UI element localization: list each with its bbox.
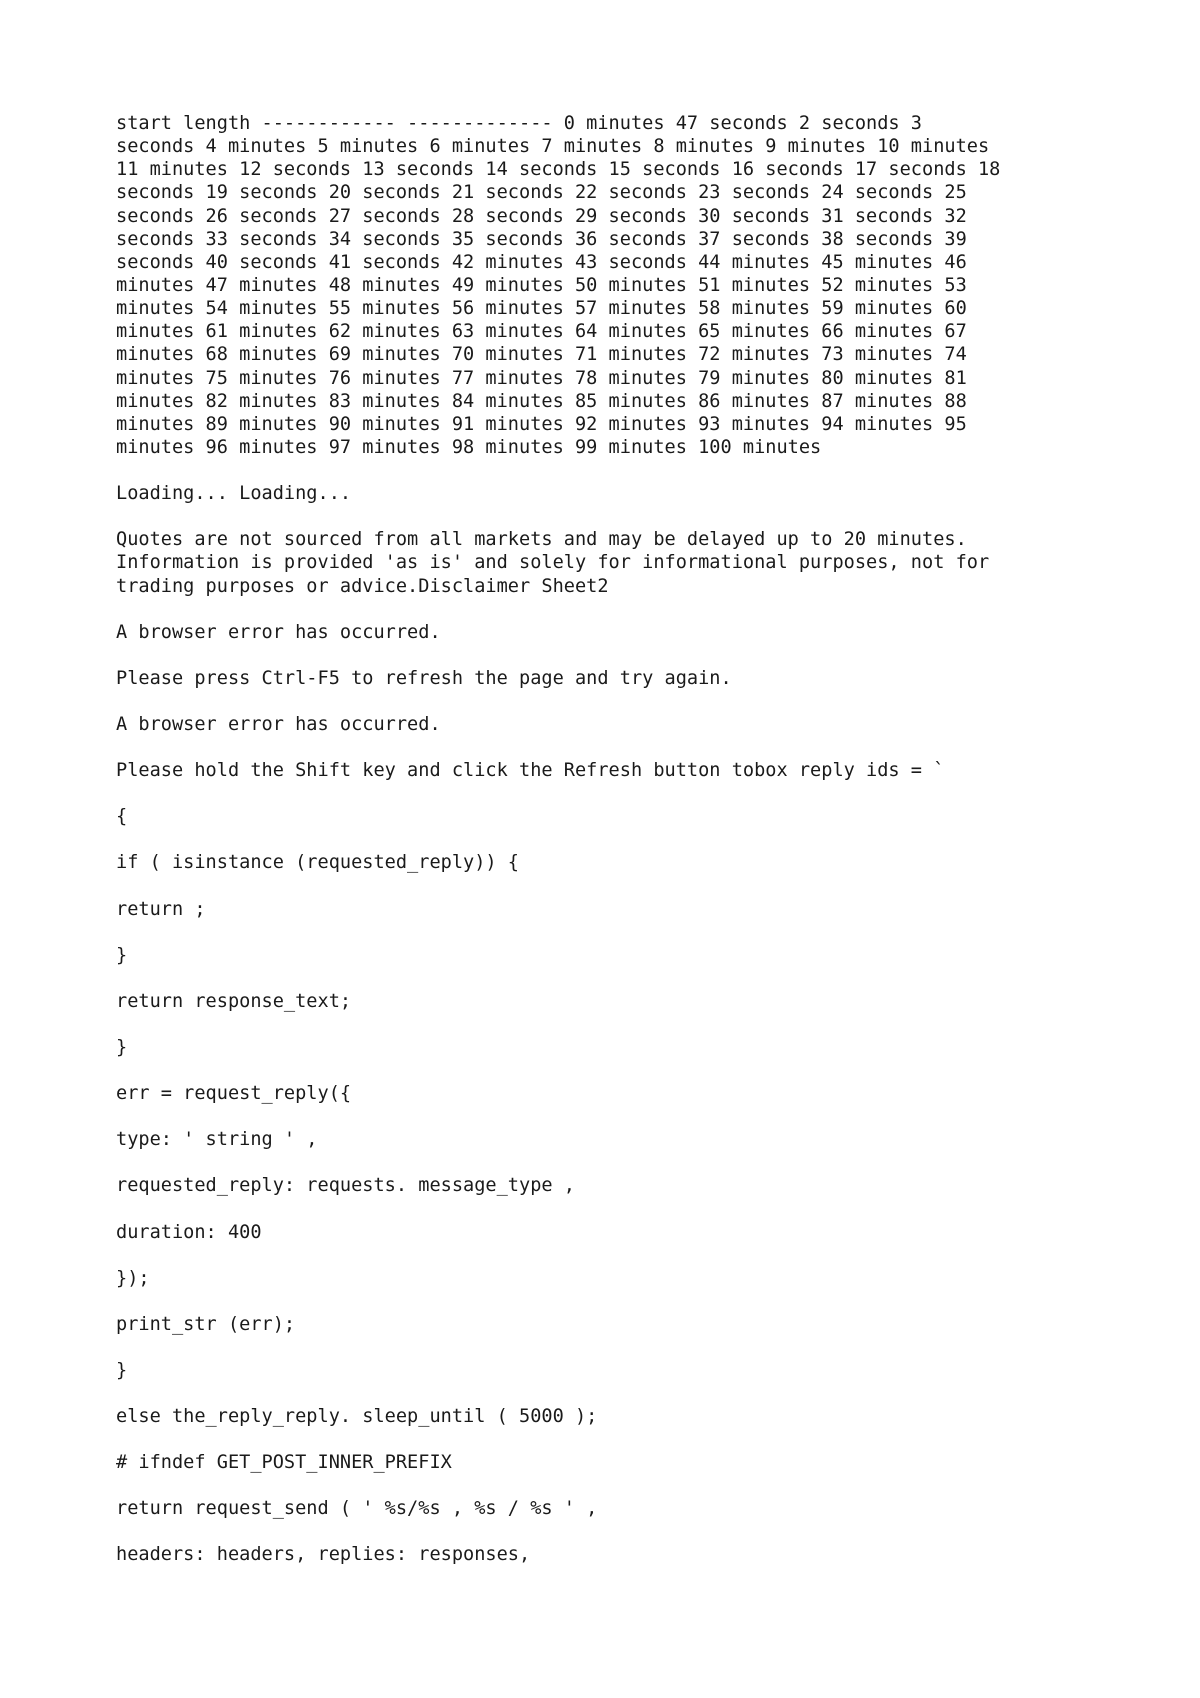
text-line: minutes 82 minutes 83 minutes 84 minutes 85 minutes 86 minutes 87 minutes 88 [116,390,967,412]
code-line: if ( isinstance (requested_reply)) { [116,852,519,874]
code-line: } [116,1036,128,1058]
loading-text: Loading... Loading... [116,483,352,505]
text-line: start length ------------ ------------- 0 minutes 47 seconds 2 seconds 3 [116,113,922,134]
text-line: minutes 47 minutes 48 minutes 49 minutes 50 minutes 51 minutes 52 minutes 53 [116,274,967,296]
text-line: trading purposes or advice.Disclaimer Sheet2 [116,575,609,597]
text-line: minutes 89 minutes 90 minutes 91 minutes 92 minutes 93 minutes 94 minutes 95 [116,413,967,435]
text-line: minutes 61 minutes 62 minutes 63 minutes 64 minutes 65 minutes 66 minutes 67 [116,321,967,343]
refresh-hint: Please hold the Shift key and click the Refresh button tobox reply ids = ` [116,760,945,782]
text-line: minutes 96 minutes 97 minutes 98 minutes 99 minutes 100 minutes [116,436,822,458]
code-line: } [116,944,128,966]
code-line: requested_reply: requests. message_type , [116,1175,575,1197]
code-line: duration: 400 [116,1221,262,1243]
code-line: print_str (err); [116,1313,296,1335]
text-line: Quotes are not sourced from all markets and may be delayed up to 20 minutes. [116,529,967,551]
code-line: else the_reply_reply. sleep_until ( 5000 ); [116,1406,598,1428]
text-line: minutes 68 minutes 69 minutes 70 minutes 71 minutes 72 minutes 73 minutes 74 [116,344,967,366]
code-line: # ifndef GET_POST_INNER_PREFIX [116,1452,452,1474]
code-line: return response_text; [116,990,352,1012]
error-message: A browser error has occurred. [116,713,441,735]
text-line: minutes 54 minutes 55 minutes 56 minutes 57 minutes 58 minutes 59 minutes 60 [116,298,967,320]
text-line: seconds 4 minutes 5 minutes 6 minutes 7 minutes 8 minutes 9 minutes 10 minutes [116,136,990,158]
code-line: }); [116,1267,150,1289]
code-line: return ; [116,898,206,920]
disclaimer-text [116,528,1126,597]
code-line: headers: headers, replies: responses, [116,1544,531,1566]
text-line: 11 minutes 12 seconds 13 seconds 14 seconds 15 seconds 16 seconds 17 seconds 18 [116,159,1001,181]
code-line: { [116,806,128,828]
text-line: minutes 75 minutes 76 minutes 77 minutes 78 minutes 79 minutes 80 minutes 81 [116,367,967,389]
text-line: seconds 33 seconds 34 seconds 35 seconds 36 seconds 37 seconds 38 seconds 39 [116,228,967,250]
code-line: type: ' string ' , [116,1129,318,1151]
duration-options-text [116,112,1126,459]
refresh-hint: Please press Ctrl-F5 to refresh the page and try again. [116,667,732,689]
code-line: err = request_reply({ [116,1083,352,1105]
document-page [116,112,1126,1590]
text-line: seconds 40 seconds 41 seconds 42 minutes 43 seconds 44 minutes 45 minutes 46 [116,251,967,273]
text-line: seconds 19 seconds 20 seconds 21 seconds 22 seconds 23 seconds 24 seconds 25 [116,182,967,204]
text-line: seconds 26 seconds 27 seconds 28 seconds 29 seconds 30 seconds 31 seconds 32 [116,205,967,227]
code-line: return request_send ( ' %s/%s , %s / %s ' , [116,1498,598,1520]
code-line: } [116,1359,128,1381]
text-line: Information is provided 'as is' and solely for informational purposes, not for [116,552,990,574]
error-message: A browser error has occurred. [116,621,441,643]
